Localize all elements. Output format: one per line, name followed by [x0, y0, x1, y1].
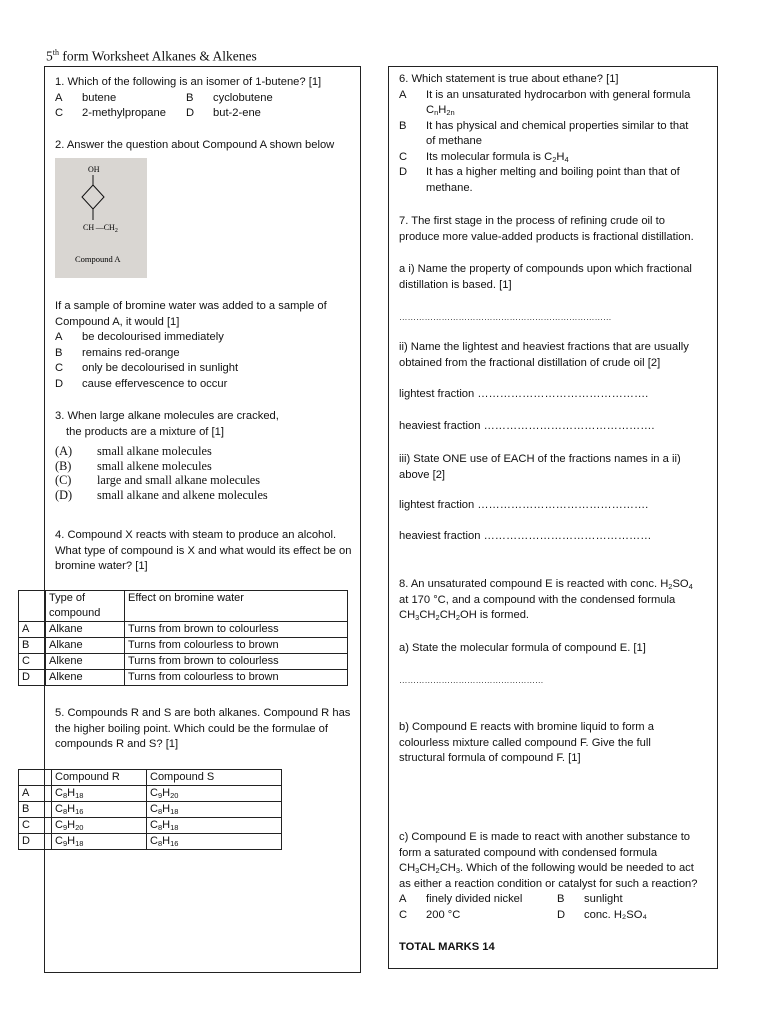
table-row: A $C_8H_{18}$ $C_9H_{20}$ [19, 786, 282, 802]
question-1-options-row-2: C 2-methylpropane D but-2-ene [55, 107, 261, 119]
table-row: B Alkane Turns from colourless to brown [19, 638, 348, 654]
question-7-aii: ii) Name the lightest and heaviest fractions that are usually obtained from the fractional distillation of crude oil [2] [399, 341, 689, 369]
question-2 [55, 138, 352, 154]
question-8: 8. An unsaturated compound E is reacted with conc. $H_2SO_4$ at 170 °C, and a compound with the condensed formula $CH_3CH_2CH_2OH$ is formed. [399, 578, 693, 622]
compound-a-structure-icon [55, 158, 147, 278]
question-8c-options-row-2: C 200 °C D conc. H₂SO₄ [399, 908, 648, 921]
question-2-stem: If a sample of bromine water was added to a sample of Compound A, it would [1] A be decolourised immediately B remains red-orange C only be decolourised in sunlight D cause effervescence to occur [55, 299, 352, 392]
question-8a-answer-line: …………………………………………… [399, 675, 544, 685]
question-7: 7. The first stage in the process of refining crude oil to produce more value-added products is fractional distillation. [399, 215, 694, 243]
question-7-lightest-use: lightest fraction ………………………………………. [399, 499, 649, 511]
question-6: 6. Which statement is true about ethane? [1] A It is an unsaturated hydrocarbon with general formula $C_nH_{2n}$ B It has physical and chemical properties similar to that of methane C Its molecular formula is $C_2H_4$ D It has a higher melting and boiling point than that of methane. [399, 73, 691, 194]
table-row: D $C_9H_{18}$ $C_8H_{16}$ [19, 834, 282, 850]
svg-text:Compound A: Compound A [75, 254, 121, 264]
left-column [22, 66, 361, 973]
question-8c-options-row-1: A finely divided nickel B sunlight [399, 893, 623, 905]
question-5-table: Compound R Compound S A $C_8H_{18}$ $C_9H_{20}$ B $C_8H_{16}$ $C_8H_{18}$ C $C_9H_{20}$ $C_8H_{18}$ D $C_9H_{18}$ $C_8H_{16}$ [18, 769, 282, 850]
total-marks: TOTAL MARKS 14 [399, 941, 495, 953]
question-8a: a) State the molecular formula of compound E. [1] [399, 642, 646, 654]
question-4-table: Type of compound Effect on bromine water A Alkane Turns from brown to colourless B Alkane Turns from colourless to brown C Alkene Turns from brown to colourless D Alkene Turns from colourless to brown [18, 590, 348, 686]
table-row: D Alkene Turns from colourless to brown [19, 670, 348, 686]
question-7-heaviest-fraction: heaviest fraction ………………………………………. [399, 420, 655, 432]
question-7-ai-answer-line: ………………………………………………………………… [399, 312, 612, 322]
table-row: A Alkane Turns from brown to colourless [19, 622, 348, 638]
svg-text:CH —CH2: CH $—CH_2$ [83, 223, 118, 234]
question-5: 5. Compounds R and S are both alkanes. Compound R has the higher boiling point. Which could be the formulae of compounds R and S? [1] [55, 707, 351, 750]
right-column [388, 66, 718, 969]
svg-text:OH: OH [88, 165, 100, 174]
table-row: B $C_8H_{16}$ $C_8H_{18}$ [19, 802, 282, 818]
question-7-aiii: iii) State ONE use of EACH of the fractions names in a ii) above [2] [399, 453, 681, 481]
compound-a-structure-image [55, 158, 147, 278]
question-8b: b) Compound E reacts with bromine liquid to form a colourless mixture called compound F. Give the full structural formula of compound F. [1] [399, 721, 654, 764]
worksheet-title: 5th form Worksheet Alkanes & Alkenes [46, 48, 257, 64]
question-2-option-d: D cause effervescence to occur [55, 377, 228, 390]
question-7-ai: a i) Name the property of compounds upon which fractional distillation is based. [1] [399, 263, 692, 291]
question-2-option-c: C only be decolourised in sunlight [55, 362, 239, 374]
question-1 [55, 75, 352, 122]
question-1-text: 1. Which of the following is an isomer of 1-butene? [1] [55, 76, 322, 88]
table-row: C Alkene Turns from brown to colourless [19, 654, 348, 670]
question-2-text: 2. Answer the question about Compound A shown below [55, 139, 335, 151]
question-3: 3. When large alkane molecules are cracked, the products are a mixture of [1] (A) small alkane molecules (B) small alkene molecules (C) large and small alkane molecules (D) small alkane and alkene molecules [55, 409, 352, 502]
table-row: C $C_9H_{20}$ $C_8H_{18}$ [19, 818, 282, 834]
question-8c: c) Compound E is made to react with another substance to form a saturated compound with condensed formula $CH_3CH_2CH_3$. Which of the following would be needed to act as either a reaction condition or catalyst for such a reaction? A finely divided nickel B sunlight C 200 °C D conc. H₂SO₄ [399, 830, 709, 923]
question-7-heaviest-use: heaviest fraction ……………………………………… [399, 530, 652, 542]
question-3-options: (A) small alkane molecules (B) small alkene molecules (C) large and small alkane molecules (D) small alkane and alkene molecules [55, 444, 268, 502]
question-7-lightest-fraction: lightest fraction ………………………………………. [399, 388, 649, 400]
question-1-options-row-1: A butene B cyclobutene [55, 91, 273, 104]
question-4: 4. Compound X reacts with steam to produce an alcohol. What type of compound is X and what would its effect be on bromine water? [1] [55, 529, 352, 572]
question-2-option-b: B remains red-orange [55, 346, 180, 359]
question-2-option-a: A be decolourised immediately [55, 331, 224, 343]
